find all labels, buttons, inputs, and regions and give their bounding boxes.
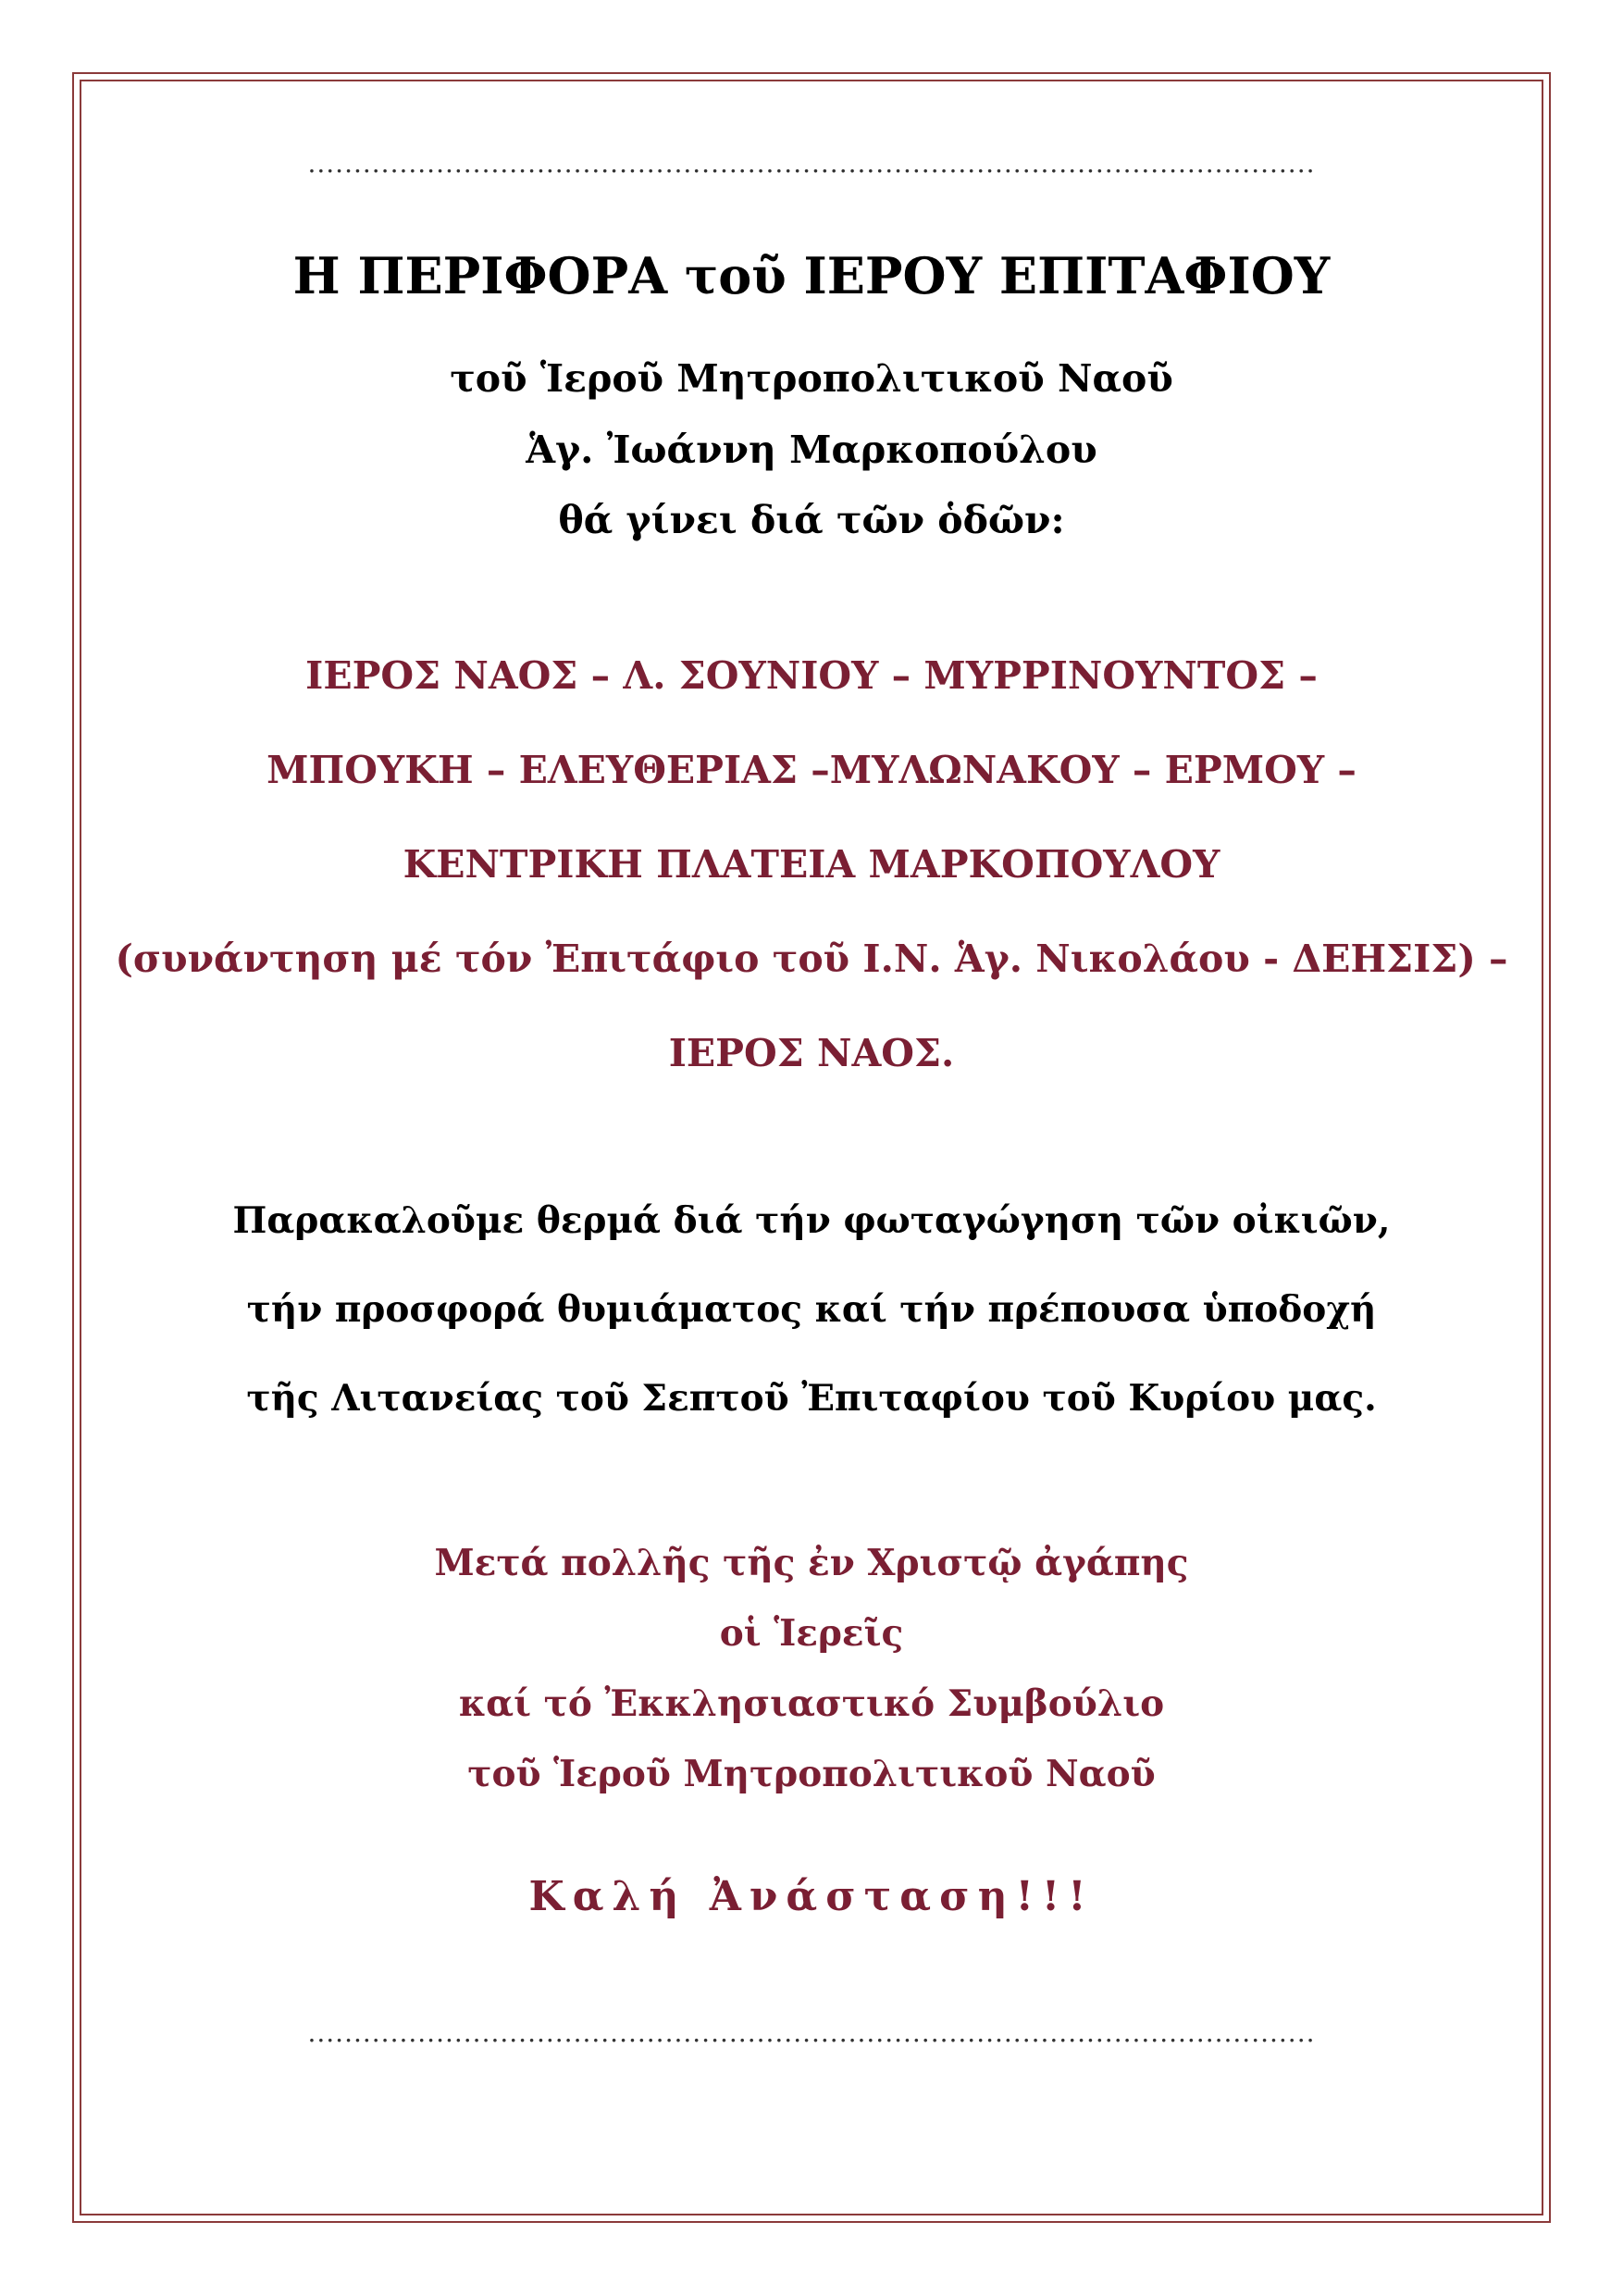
subtitle-line-3: θά γίνει διά τῶν ὁδῶν: xyxy=(558,498,1065,542)
route-line-1: ΙΕΡΟΣ ΝΑΟΣ – Λ. ΣΟΥΝΙΟΥ – ΜΥΡΡΙΝΟΥΝΤΟΣ – xyxy=(305,653,1318,698)
route-line-5: ΙΕΡΟΣ ΝΑΟΣ. xyxy=(668,1031,955,1075)
top-separator: .............................................................................................................. xyxy=(307,148,1316,179)
signature-line-2: οἱ Ἱερεῖς xyxy=(719,1612,904,1655)
signature-line-3: καί τό Ἐκκλησιαστικό Συμβούλιο xyxy=(458,1682,1165,1725)
request-line-1: Παρακαλοῦμε θερμά διά τήν φωταγώγηση τῶν οἰκιῶν, xyxy=(232,1199,1391,1242)
signature-line-1: Μετά πολλῆς τῆς ἐν Χριστῷ ἀγάπης xyxy=(434,1542,1189,1584)
subtitle-line-1: τοῦ Ἱεροῦ Μητροπολιτικοῦ Ναοῦ xyxy=(450,356,1173,401)
signature-line-4: τοῦ Ἱεροῦ Μητροπολιτικοῦ Ναοῦ xyxy=(467,1753,1156,1795)
subtitle-line-2: Ἁγ. Ἰωάννη Μαρκοπούλου xyxy=(526,428,1097,472)
request-line-2: τήν προσφορά θυμιάματος καί τήν πρέπουσα ὑποδοχή xyxy=(246,1288,1377,1331)
route-line-3: ΚΕΝΤΡΙΚΗ ΠΛΑΤΕΙΑ ΜΑΡΚΟΠΟΥΛΟΥ xyxy=(403,842,1220,887)
route-line-4: (συνάντηση μέ τόν Ἐπιτάφιο τοῦ Ι.Ν. Ἁγ. Νικολάου - ΔΕΗΣΙΣ) – xyxy=(115,937,1508,981)
request-line-3: τῆς Λιτανείας τοῦ Σεπτοῦ Ἐπιταφίου τοῦ Κυρίου μας. xyxy=(246,1377,1377,1420)
easter-greeting: Καλή Ἀνάσταση!!! xyxy=(528,1873,1095,1920)
document-title: Η ΠΕΡΙΦΟΡΑ τοῦ ΙΕΡΟΥ ΕΠΙΤΑΦΙΟΥ xyxy=(292,246,1331,305)
bottom-separator: .............................................................................................................. xyxy=(307,2017,1316,2048)
route-line-2: ΜΠΟΥΚΗ – ΕΛΕΥΘΕΡΙΑΣ –ΜΥΛΩΝΑΚΟΥ – ΕΡΜΟΥ – xyxy=(266,748,1357,792)
